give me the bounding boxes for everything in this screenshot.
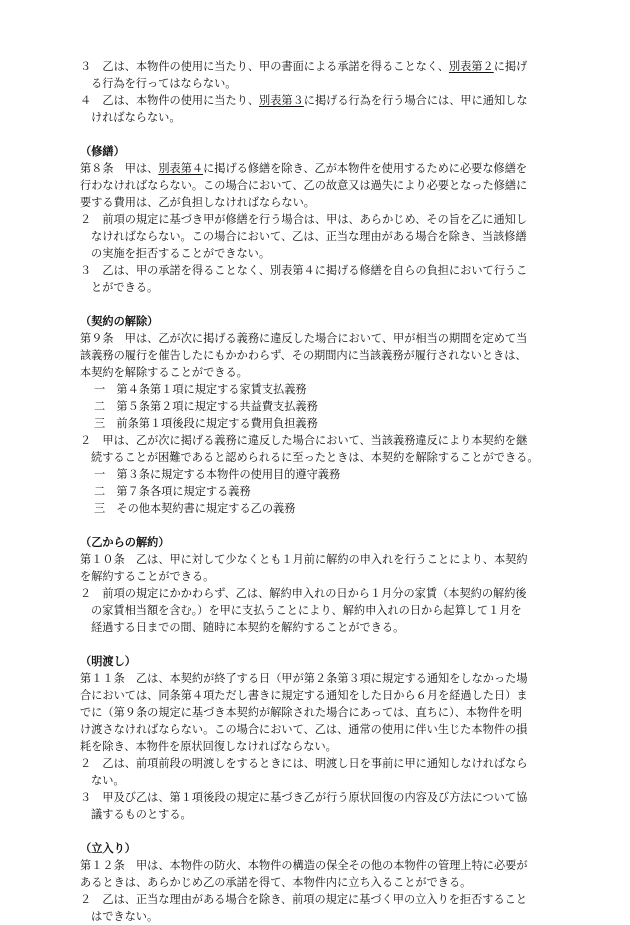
art8-line3: 要する費用は、乙が負担しなければならない。 (80, 196, 315, 209)
art8-p2-line2: なければならない。この場合において、乙は、正当な理由がある場合を除き、当該修繕 (91, 230, 527, 243)
art9-item2: 二 第５条第２項に規定する共益費支払義務 (94, 400, 318, 413)
art9-line3: 本契約を解除することができる。 (80, 366, 248, 379)
art9-item1: 一 第４条第１項に規定する家賃支払義務 (94, 383, 307, 396)
art11-p2-line2: ない。 (91, 774, 125, 787)
art9-p2-item1: 一 第３条に規定する本物件の使用目的遵守義務 (94, 468, 341, 481)
art11-line2: 合においては、同条第４項ただし書きに規定する通知をした日から６月を経過した日）ま (80, 689, 528, 702)
art7-p4-line2: ければならない。 (91, 111, 181, 124)
art8-p2-line3: の実施を拒否することができない。 (91, 247, 271, 260)
art10-line2: を解約することができる。 (80, 570, 215, 583)
art11-p2-line1: ２ 乙は、前項前段の明渡しをするときには、明渡し日を事前に甲に通知しなければなら (80, 757, 528, 770)
art11-line1: 第１１条 乙は、本契約が終了する日（甲が第２条第３項に規定する通知をしなかった場 (80, 672, 528, 685)
art11-p3-line1: ３ 甲及び乙は、第１項後段の規定に基づき乙が行う原状回復の内容及び方法について協 (80, 791, 528, 804)
art8-p3-line1: ３ 乙は、甲の承諾を得ることなく、別表第４に掲げる修繕を自らの負担において行うこ (80, 264, 528, 277)
text: に掲げる修繕を除き、乙が本物件を使用するために必要な修繕を (203, 162, 528, 175)
section-heading-termination: （契約の解除） (80, 314, 159, 328)
art9-p2-item3: 三 その他本契約書に規定する乙の義務 (94, 502, 296, 515)
art9-p2-line1: ２ 甲は、乙が次に掲げる義務に違反した場合において、当該義務違反により本契約を継 (80, 434, 528, 447)
art11-line5: 耗を除き、本物件を原状回復しなければならない。 (80, 740, 337, 753)
art8-p2-line1: ２ 前項の規定に基づき甲が修繕を行う場合は、甲は、あらかじめ、その旨を乙に通知し (80, 213, 528, 226)
appendix-4-reference: 別表第４ (158, 162, 204, 175)
art10-line1: 第１０条 乙は、甲に対して少なくとも１月前に解約の申入れを行うことにより、本契約 (80, 553, 528, 566)
art11-line4: け渡さなければならない。この場合において、乙は、通常の使用に伴い生じた本物件の損 (80, 723, 528, 736)
text: 第８条 甲は、 (80, 162, 159, 175)
art11-p3-line2: 議するものとする。 (91, 808, 192, 821)
art10-p2-line3: 経過する日までの間、随時に本契約を解約することができる。 (91, 621, 405, 634)
section-heading-entry: （立入り） (80, 841, 136, 855)
art8-line2: 行わなければならない。この場合において、乙の故意又は過失により必要となった修繕に (80, 179, 528, 192)
art11-line3: でに（第９条の規定に基づき本契約が解除された場合にあっては、直ちに）、本物件を明 (80, 706, 522, 719)
section-heading-repair: （修繕） (80, 144, 125, 158)
art9-line1: 第９条 甲は、乙が次に掲げる義務に違反した場合において、甲が相当の期間を定めて当 (80, 332, 528, 345)
text: に掲げる行為を行う場合には、甲に通知しな (303, 94, 528, 107)
art9-item3: 三 前条第１項後段に規定する費用負担義務 (94, 417, 318, 430)
art7-p3-line2: る行為を行ってはならない。 (91, 77, 237, 90)
art9-p2-line2: 続することが困難であると認められるに至ったときは、本契約を解除することができる。 (91, 451, 539, 464)
art8-p3-line2: とができる。 (91, 281, 159, 294)
document-page (80, 58, 560, 925)
section-heading-vacating: （明渡し） (80, 654, 136, 668)
art8-line1 (80, 160, 560, 177)
text: ３ 乙は、本物件の使用に当たり、甲の書面による承諾を得ることなく、 (80, 60, 449, 73)
art12-p2-line1: ２ 乙は、正当な理由がある場合を除き、前項の規定に基づく甲の立入りを拒否すること (80, 893, 528, 906)
art7-p3-line1 (80, 58, 560, 75)
art9-line2: 該義務の履行を催告したにもかかわらず、その期間内に当該義務が履行されないときは、 (80, 349, 527, 362)
art10-p2-line2: の家賃相当額を含む。）を甲に支払うことにより、解約申入れの日から起算して１月を (91, 604, 522, 617)
art12-line2: あるときは、あらかじめ乙の承諾を得て、本物件内に立ち入ることができる。 (80, 876, 472, 889)
art7-p4-line1 (80, 92, 560, 109)
text: ４ 乙は、本物件の使用に当たり、 (80, 94, 260, 107)
art12-p2-line2: はできない。 (91, 910, 159, 923)
art9-p2-item2: 二 第７条各項に規定する義務 (94, 485, 251, 498)
section-heading-cancellation: （乙からの解約） (80, 535, 170, 549)
art10-p2-line1: ２ 前項の規定にかかわらず、乙は、解約申入れの日から１月分の家賃（本契約の解約後 (80, 587, 527, 600)
art12-line1: 第１２条 甲は、本物件の防火、本物件の構造の保全その他の本物件の管理上特に必要が (80, 859, 528, 872)
appendix-3-reference: 別表第３ (259, 94, 304, 107)
text: に掲げ (493, 60, 528, 73)
appendix-2-reference: 別表第２ (448, 60, 494, 73)
